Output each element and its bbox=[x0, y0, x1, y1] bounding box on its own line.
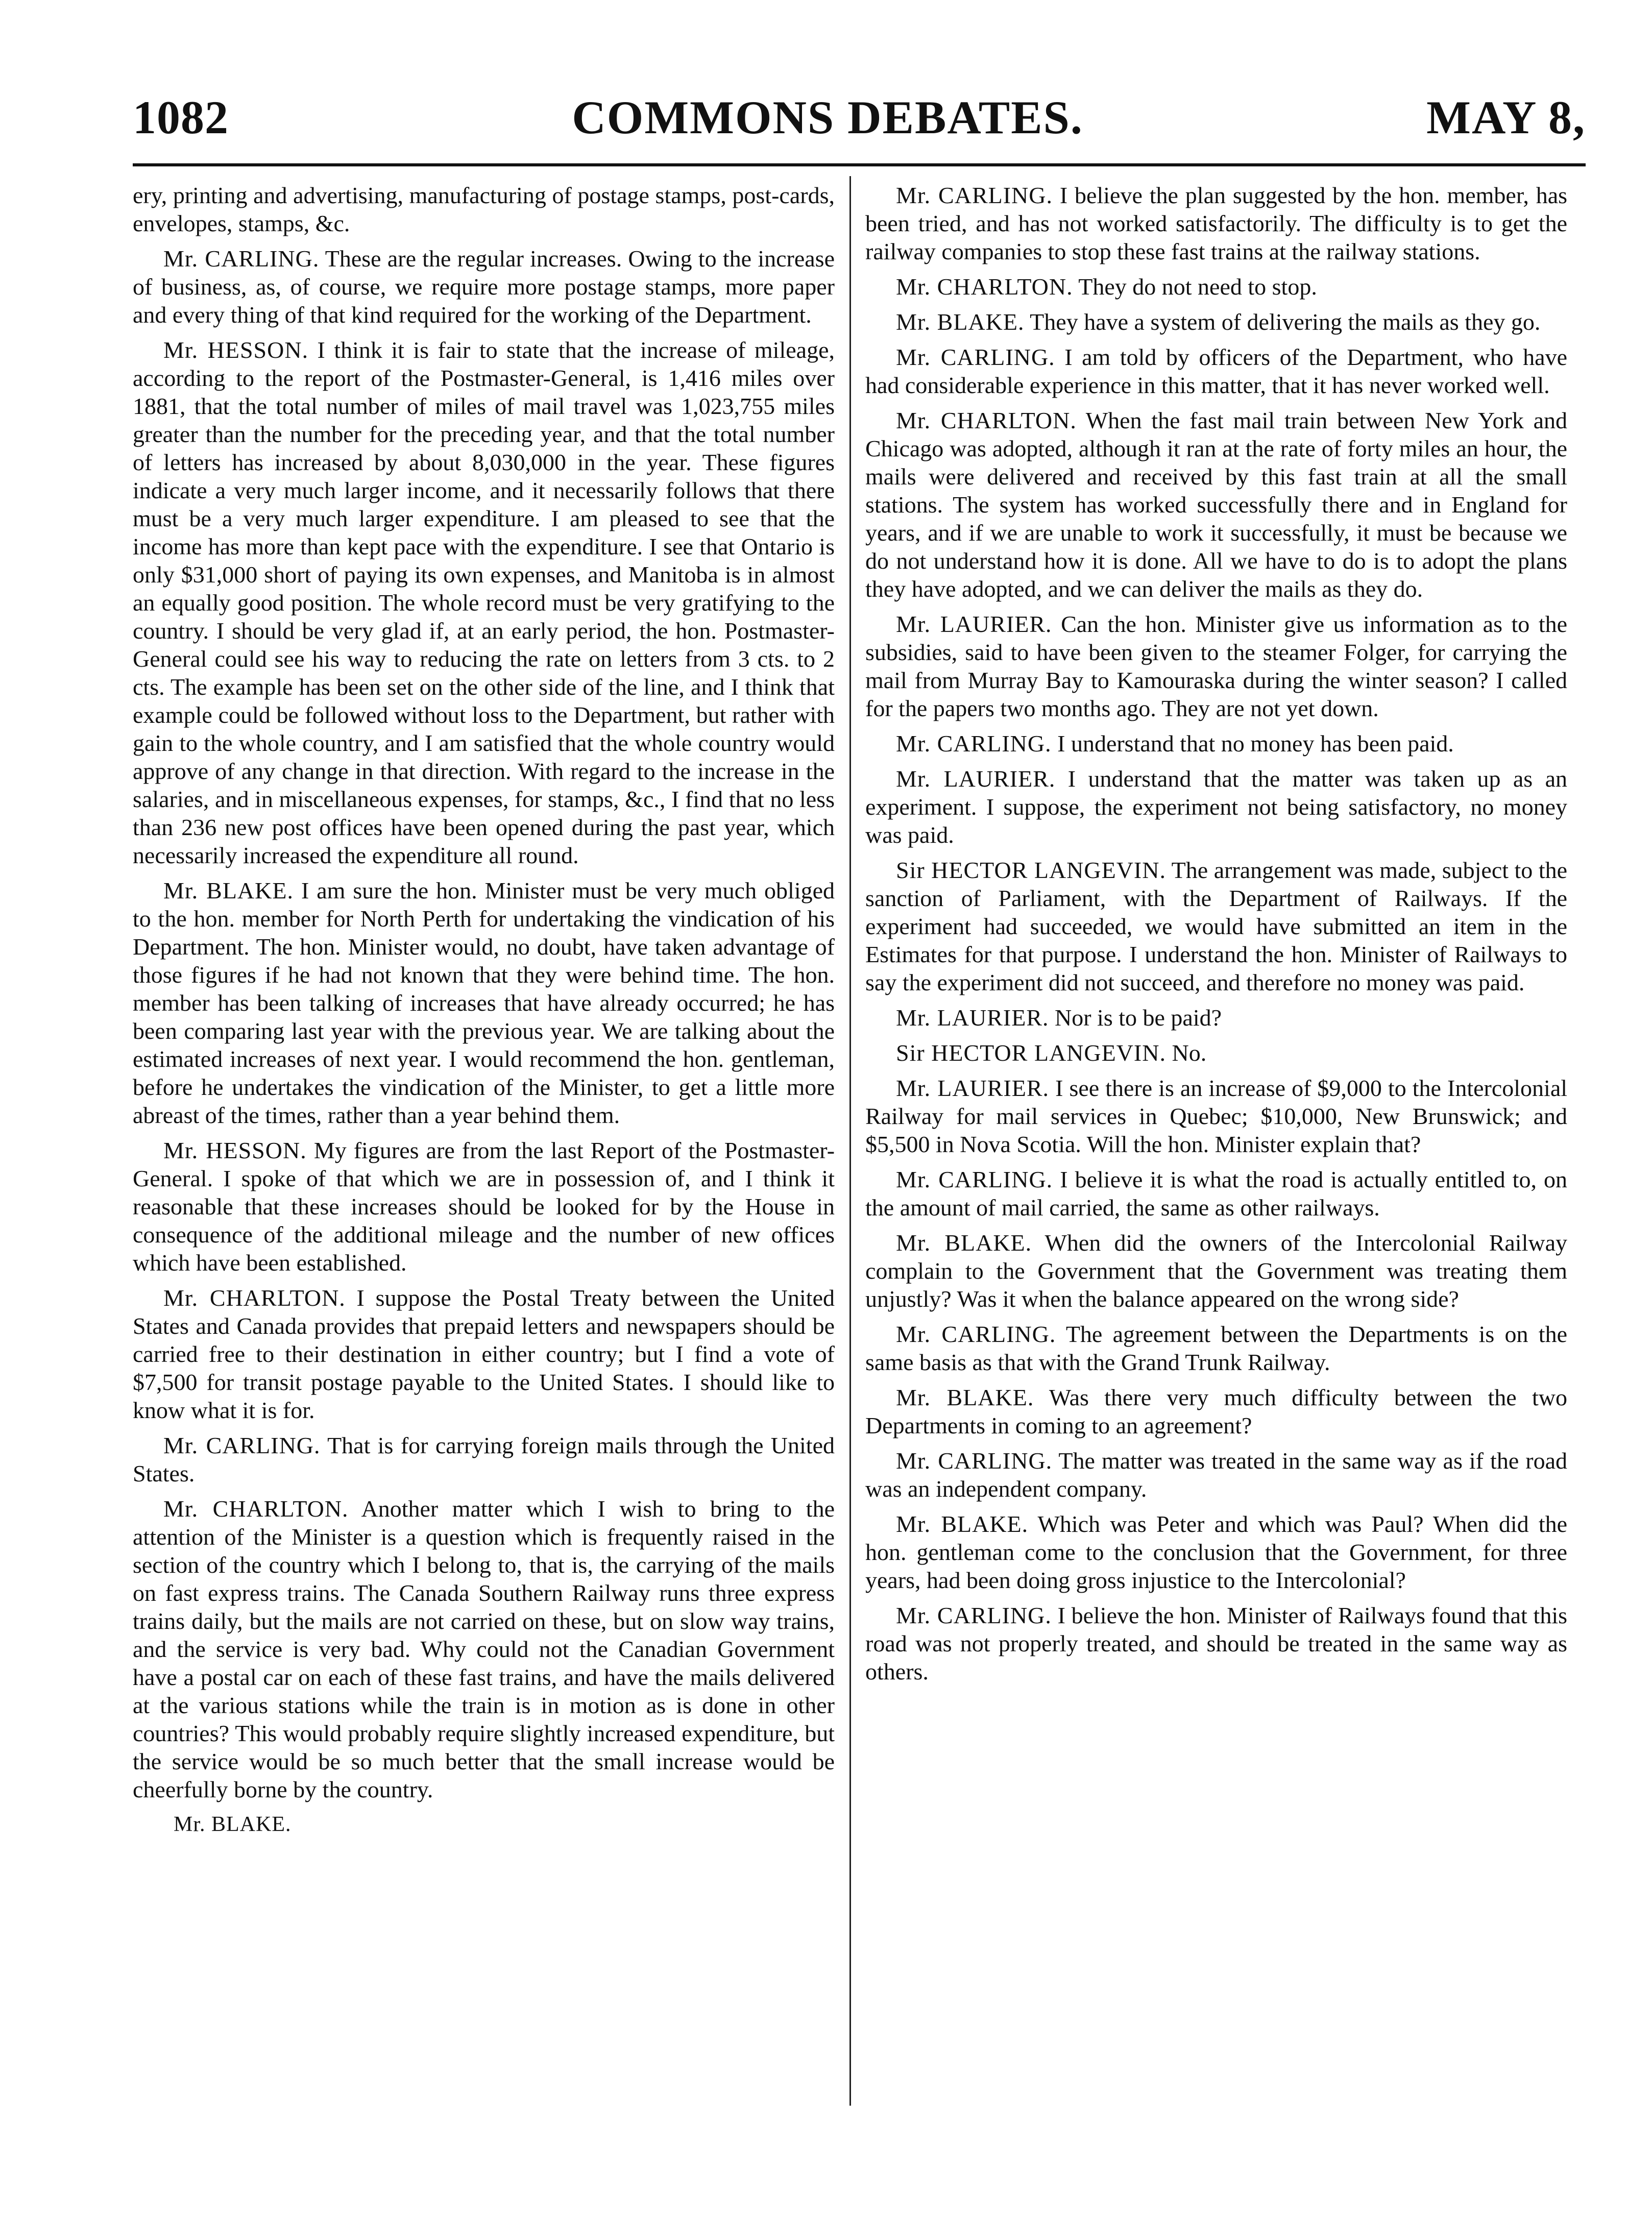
speaker-name: Mr. CHARLTON. bbox=[163, 1285, 346, 1311]
speech-paragraph bbox=[865, 1004, 1567, 1032]
speaker-name: Mr. CARLING. bbox=[896, 730, 1052, 757]
speech-text: These are the regular increases. Owing to the increase of business, as, of course, we require more postage stamps, more paper and every thing of that kind required for the working of the Department. bbox=[133, 246, 835, 328]
speaker-name: Mr. CARLING. bbox=[896, 1602, 1052, 1628]
page-header bbox=[133, 87, 1586, 148]
speaker-name: Mr. CARLING. bbox=[163, 1432, 321, 1458]
speaker-name: Mr. BLAKE. bbox=[896, 1230, 1032, 1256]
speech-paragraph bbox=[865, 1165, 1567, 1222]
speech-paragraph bbox=[865, 273, 1567, 301]
speaker-name: Mr. LAURIER. bbox=[896, 611, 1052, 637]
speech-paragraph bbox=[865, 308, 1567, 336]
speech-text: I understand that the matter was taken up as an experiment. I suppose, the experiment not being satisfactory, no money was paid. bbox=[865, 766, 1567, 848]
speaker-name: Mr. CARLING. bbox=[896, 182, 1053, 208]
speaker-name: Mr. HESSON. bbox=[163, 337, 309, 363]
speaker-name: Mr. CARLING. bbox=[896, 344, 1055, 370]
speech-paragraph bbox=[133, 1284, 835, 1424]
speech-paragraph bbox=[865, 1601, 1567, 1686]
speech-text: When did the owners of the Intercolonial Railway complain to the Government that the Government was treating them unjustly? Was it when the balance appeared on the wrong side? bbox=[865, 1230, 1568, 1312]
speaker-name: Mr. CARLING. bbox=[163, 246, 320, 272]
speaker-name: Mr. LAURIER. bbox=[896, 1005, 1049, 1031]
speaker-name: Mr. LAURIER. bbox=[896, 766, 1056, 792]
speech-paragraph bbox=[133, 1136, 835, 1277]
speech-paragraph bbox=[865, 1320, 1567, 1376]
speech-paragraph bbox=[865, 1039, 1567, 1067]
speaker-name: Mr. HESSON. bbox=[163, 1137, 307, 1163]
speech-text: The matter was treated in the same way as if the road was an independent company. bbox=[865, 1448, 1568, 1502]
speaker-name: Mr. BLAKE. bbox=[896, 1511, 1029, 1537]
speaker-name: Mr. BLAKE. bbox=[896, 309, 1025, 335]
speech-text: Was there very much difficulty between the two Departments in coming to an agreement? bbox=[865, 1384, 1568, 1438]
speaker-name: Sir HECTOR LANGEVIN. bbox=[896, 1040, 1166, 1066]
header-rule bbox=[133, 163, 1586, 166]
speech-text: When the fast mail train between New York and Chicago was adopted, although it ran at the rate of forty miles an hour, the mails were delivered and received by this fast train at all the small stations. The system has worked successfully there and in England for years, and if we are unable to work it successfully, it must be because we do not understand how it is done. All we have to do is to adopt the plans they have adopted, and we can deliver the mails as they do. bbox=[865, 407, 1567, 602]
speech-text: My figures are from the last Report of the Postmaster-General. I spoke of that which we are in possession of, and I think it reasonable that these increases should be looked for by the House in consequence of the additional mileage and the number of new offices which have been established. bbox=[133, 1137, 835, 1276]
speech-paragraph bbox=[865, 343, 1567, 399]
running-footer-name: Mr. BLAKE. bbox=[174, 1813, 291, 1836]
speech-text: Nor is to be paid? bbox=[1055, 1005, 1222, 1031]
speech-text: That is for carrying foreign mails through the United States. bbox=[133, 1432, 835, 1486]
speaker-name: Sir HECTOR LANGEVIN. bbox=[896, 857, 1166, 883]
speech-paragraph bbox=[865, 729, 1567, 758]
page-date: MAY 8, bbox=[1426, 91, 1586, 143]
speech-text: The agreement between the Departments is on the same basis as that with the Grand Trunk Railway. bbox=[865, 1321, 1568, 1375]
speech-text: I believe it is what the road is actually entitled to, on the amount of mail carried, the same as other railways. bbox=[865, 1166, 1568, 1221]
speaker-name: Mr. LAURIER. bbox=[896, 1075, 1050, 1101]
speech-text: No. bbox=[1172, 1040, 1207, 1066]
continuation-paragraph: ery, printing and advertising, manufacturing of postage stamps, post-cards, envelopes, stamps, &c. bbox=[133, 182, 835, 236]
publication-title: COMMONS DEBATES. bbox=[572, 91, 1083, 143]
speech-text: I understand that no money has been paid. bbox=[1057, 730, 1454, 757]
speech-text: They do not need to stop. bbox=[1078, 274, 1317, 300]
speech-paragraph bbox=[133, 245, 835, 329]
speaker-name: Mr. CHARLTON. bbox=[896, 407, 1077, 433]
speech-text: They have a system of delivering the mails as they go. bbox=[1030, 309, 1541, 335]
speech-paragraph bbox=[865, 610, 1567, 722]
speaker-name: Mr. CARLING. bbox=[896, 1448, 1053, 1474]
speech-text: I see there is an increase of $9,000 to the Intercolonial Railway for mail services in Quebec; $10,000, New Brunswick; and $5,500 in Nova Scotia. Will the hon. Minister explain that? bbox=[865, 1075, 1568, 1157]
speech-paragraph bbox=[865, 1383, 1567, 1440]
left-column bbox=[133, 181, 835, 1839]
speech-text: Another matter which I wish to bring to the attention of the Minister is a question which is frequently raised in the section of the country which I belong to, that is, the carrying of the mails on fast express trains. The Canada Southern Railway runs three express trains daily, but the mails are not carried on these, but on slow way trains, and the service is very bad. Why could not the Canadian Government have a postal car on each of these fast trains, and have the mails delivered at the various stations while the train is in motion as is done in other countries? This would probably require slightly increased expenditure, but the service would be so much better that the small increase would be cheerfully borne by the country. bbox=[133, 1496, 835, 1802]
speech-text: I believe the plan suggested by the hon. member, has been tried, and has not worked satisfactorily. The difficulty is to get the railway companies to stop these fast trains at the railway stations. bbox=[865, 182, 1568, 264]
speech-text: I am told by officers of the Department, who have had considerable experience in this matter, that it has never worked well. bbox=[865, 344, 1568, 398]
speech-paragraph bbox=[865, 406, 1567, 603]
speech-paragraph bbox=[865, 765, 1567, 849]
speech-paragraph bbox=[133, 1431, 835, 1487]
speaker-name: Mr. CARLING. bbox=[896, 1166, 1053, 1192]
speech-paragraph bbox=[865, 856, 1567, 996]
speech-paragraph bbox=[865, 181, 1567, 265]
speech-paragraph bbox=[865, 1447, 1567, 1503]
speaker-name: Mr. BLAKE. bbox=[896, 1384, 1034, 1410]
column-divider bbox=[849, 176, 851, 2106]
page-number: 1082 bbox=[133, 91, 229, 143]
speech-paragraph bbox=[133, 336, 835, 869]
right-column bbox=[865, 181, 1567, 1693]
speech-paragraph bbox=[865, 1074, 1567, 1158]
speech-paragraph bbox=[865, 1229, 1567, 1313]
speaker-name: Mr. CARLING. bbox=[896, 1321, 1056, 1347]
speaker-name: Mr. BLAKE. bbox=[163, 877, 294, 904]
speaker-name: Mr. CHARLTON. bbox=[163, 1496, 349, 1522]
speaker-name: Mr. CHARLTON. bbox=[896, 274, 1073, 300]
speech-text: I am sure the hon. Minister must be very much obliged to the hon. member for North Perth for undertaking the vindication of his Department. The hon. Minister would, no doubt, have taken advantage of those figures if he had not known that they were behind time. The hon. member has been talking of increases that have already occurred; he has been comparing last year with the previous year. We are talking about the estimated increases of next year. I would recommend the hon. gentleman, before he undertakes the vindication of the Minister, to get a little more abreast of the times, rather than a year behind them. bbox=[133, 877, 835, 1128]
speech-text: I believe the hon. Minister of Railways found that this road was not properly treated, and should be treated in the same way as others. bbox=[865, 1602, 1567, 1685]
speech-text: I suppose the Postal Treaty between the United States and Canada provides that prepaid letters and newspapers should be carried free to their destination in either country; but I find a vote of $7,500 for transit postage payable to the United States. I should like to know what it is for. bbox=[133, 1285, 835, 1423]
speech-text: The arrangement was made, subject to the sanction of Parliament, with the Department of Railways. If the experiment had succeeded, we would have submitted an item in the Estimates for that purpose. I understand the hon. Minister of Railways to say the experiment did not succeed, and therefore no money was paid. bbox=[865, 857, 1568, 995]
speech-text: I think it is fair to state that the increase of mileage, according to the report of the Postmaster-General, is 1,416 miles over 1881, that the total number of miles of mail travel was 1,023,755 miles greater than the number for the preceding year, and that the total number of letters has increased by about 8,030,000 in the year. These figures indicate a very much larger income, and it necessarily follows that there must be a very much larger expenditure. I am pleased to see that the income has more than kept pace with the expenditure. I see that Ontario is only $31,000 short of paying its own expenses, and Manitoba is in almost an equally good position. The whole record must be very gratifying to the country. I should be very glad if, at an early period, the hon. Postmaster-General could see his way to reducing the rate on letters from 3 cts. to 2 cts. The example has been set on the other side of the line, and I think that example could be followed without loss to the Department, but rather with gain to the whole country, and I am satisfied that the whole country would approve of any change in that direction. With regard to the increase in the salaries, and in miscellaneous expenses, for stamps, &c., I find that no less than 236 new post offices have been opened during the past year, which necessarily increased the expenditure all round. bbox=[133, 337, 835, 868]
speech-paragraph bbox=[133, 1495, 835, 1803]
speech-paragraph bbox=[865, 1510, 1567, 1594]
speech-paragraph bbox=[133, 876, 835, 1129]
speech-text: Can the hon. Minister give us information as to the subsidies, said to have been given to the steamer Folger, for carrying the mail from Murray Bay to Kamouraska during the winter season? I called for the papers two months ago. They are not yet down. bbox=[865, 611, 1568, 721]
speech-text: Which was Peter and which was Paul? When did the hon. gentleman come to the conclusion that the Government, for three years, had been doing gross injustice to the Intercolonial? bbox=[865, 1511, 1568, 1593]
